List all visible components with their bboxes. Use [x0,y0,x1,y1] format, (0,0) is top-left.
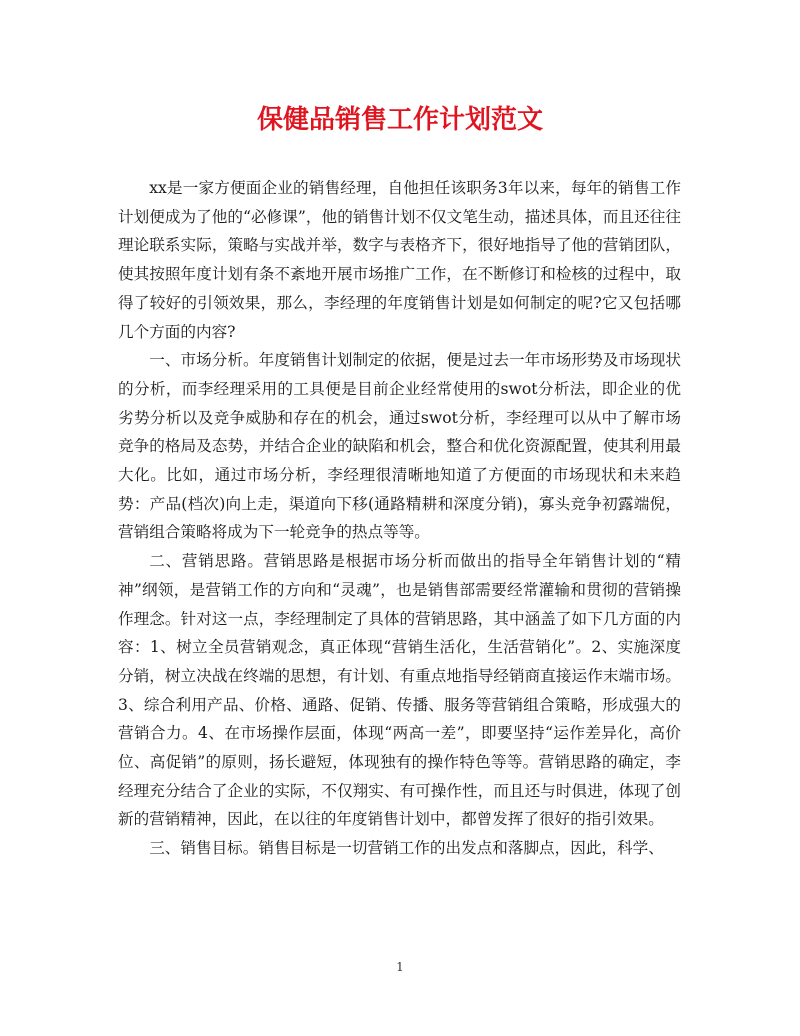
paragraph-sales-target: 三、销售目标。销售目标是一切营销工作的出发点和落脚点，因此，科学、 [149,839,664,858]
document-body [118,174,681,863]
paragraph-market-analysis: 一、市场分析。年度销售计划制定的依据，便是过去一年市场形势及市场现状的分析，而李经理采用的工具便是目前企业经常使用的swot分析法，即企业的优劣势分析以及竞争威胁和存在的机会，通过swot分析，李经理可以从中了解市场竞争的格局及态势，并结合企业的缺陷和机会，整合和优化资源配置，使其利用最大化。比如，通过市场分析，李经理很清晰地知道了方便面的市场现状和未来趋势：产品(档次)向上走，渠道向下移(通路精耕和深度分销)，寡头竞争初露端倪，营销组合策略将成为下一轮竞争的热点等等。 [118,351,681,542]
document-title: 保健品销售工作计划范文 [256,105,543,135]
page-number: 1 [396,960,404,974]
paragraph-intro: xx是一家方便面企业的销售经理，自他担任该职务3年以来，每年的销售工作计划便成为了他的“必修课”，他的销售计划不仅文笔生动，描述具体，而且还往往理论联系实际，策略与实战并举，数字与表格齐下，很好地指导了他的营销团队，使其按照年度计划有条不紊地开展市场推广工作，在不断修订和检核的过程中，取得了较好的引领效果，那么，李经理的年度销售计划是如何制定的呢?它又包括哪几个方面的内容? [118,179,681,341]
paragraph-marketing-ideas: 二、营销思路。营销思路是根据市场分析而做出的指导全年销售计划的“精神”纲领，是营销工作的方向和“灵魂”，也是销售部需要经常灌输和贯彻的营销操作理念。针对这一点，李经理制定了具体的营销思路，其中涵盖了如下几方面的内容：1、树立全员营销观念，真正体现“营销生活化，生活营销化”。2、实施深度分销，树立决战在终端的思想，有计划、有重点地指导经销商直接运作末端市场。3、综合利用产品、价格、通路、促销、传播、服务等营销组合策略，形成强大的营销合力。4、在市场操作层面，体现“两高一差”，即要坚持“运作差异化，高价位、高促销”的原则，扬长避短，体现独有的操作特色等等。营销思路的确定，李经理充分结合了企业的实际，不仅翔实、有可操作性，而且还与时俱进，体现了创新的营销精神，因此，在以往的年度销售计划中，都曾发挥了很好的指引效果。 [118,552,681,829]
